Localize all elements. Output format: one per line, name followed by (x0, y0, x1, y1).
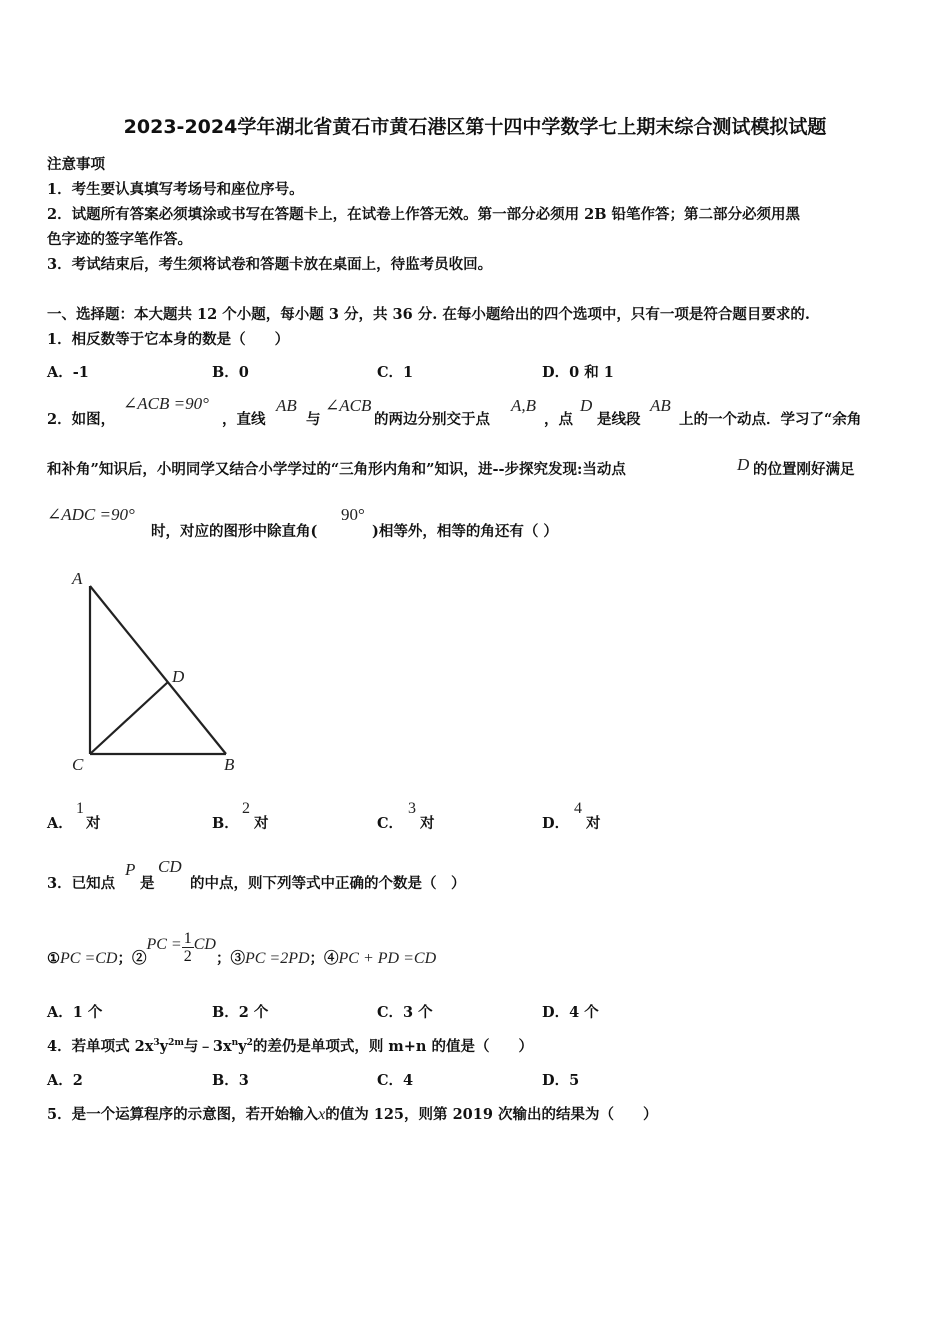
label-b: B (224, 755, 235, 774)
q1-option-d: D．0 和 1 (542, 364, 614, 381)
q3-expr-2-fraction (182, 930, 194, 965)
q3-text-1: 3．已知点 (47, 875, 116, 892)
q2-option-c-suffix: 对 (420, 815, 435, 832)
q3-expr-1-mark: ① (47, 950, 60, 967)
q3-expr-2-right: CD (193, 936, 216, 953)
notice-heading: 注意事项 (47, 156, 105, 173)
q2-option-a-num: 1 (76, 800, 84, 817)
notice-item-2: 2．试题所有答案必须填涂或书写在答题卡上，在试卷上作答无效。第一部分必须用 2B 铅笔作答；第二部分必须用黑 (47, 206, 801, 223)
label-c: C (72, 755, 84, 774)
q3-expr-4: PC + PD =CD (338, 950, 437, 967)
q4-text-3: 与﹣3x (183, 1038, 232, 1055)
q5-text-1: 5．是一个运算程序的示意图，若开始输入 (47, 1106, 319, 1123)
q3-sep-3: ；④ (309, 950, 339, 967)
q2-option-b-prefix: B． (212, 815, 239, 832)
q4-option-c: C．4 (377, 1072, 414, 1089)
q3-text-3: 的中点，则下列等式中正确的个数是（ ） (190, 875, 466, 892)
q2-option-c-num: 3 (408, 800, 416, 817)
q4-text-2: y (159, 1038, 169, 1055)
q3-expr-3: PC =2PD (244, 950, 310, 967)
section-heading: 一、选择题：本大题共 12 个小题，每小题 3 分，共 36 分. 在每小题给出的四个选项中，只有一项是符合题目要求的. (47, 306, 810, 323)
q2-line-3b: )相等外，相等的角还有（ ） (372, 523, 558, 540)
q3-option-d: D．4 个 (542, 1004, 599, 1021)
q3-option-c: C．3 个 (377, 1004, 433, 1021)
q2-text-6: 是线段 (597, 411, 641, 428)
q1-option-a: A．-1 (47, 364, 89, 381)
notice-item-2-cont: 色字迹的签字笔作答。 (47, 231, 192, 248)
q2-option-b-suffix: 对 (254, 815, 269, 832)
q2-math-ab-points: A,B (511, 396, 537, 415)
q4-text-4: y (238, 1038, 247, 1055)
q2-text-5: ，点 (544, 411, 573, 428)
q4-text-1: 4．若单项式 2x (47, 1038, 154, 1055)
q3-frac-den: 2 (183, 948, 192, 965)
q4-option-a: A．2 (47, 1072, 83, 1089)
q4-sup-2: 2m (168, 1038, 184, 1048)
notice-item-1: 1．考生要认真填写考场号和座位序号。 (47, 181, 304, 198)
q2-line-2b: 的位置刚好满足 (753, 461, 855, 478)
side-ab (90, 586, 226, 754)
q3-math-cd: CD (158, 857, 182, 876)
q4-text-5: 的差仍是单项式，则 m+n 的值是（ ） (252, 1038, 533, 1055)
triangle-figure (60, 562, 260, 782)
q2-math-adc: ∠ADC =90° (47, 505, 135, 524)
q5-stem (47, 1103, 657, 1124)
q2-math-ab: AB (276, 396, 297, 415)
q4-sup-4: 2 (246, 1038, 253, 1048)
q4-sup-1: 3 (153, 1038, 160, 1048)
q2-text-7: 上的一个动点．学习了“余角 (679, 411, 862, 428)
q1-option-b: B．0 (212, 364, 249, 381)
q3-math-p: P (125, 860, 136, 879)
q2-text-3: 与 (306, 411, 321, 428)
q4-stem (47, 1035, 533, 1056)
q2-option-d-num: 4 (574, 800, 582, 817)
q2-text-2: ，直线 (222, 411, 266, 428)
q5-text-2: 的值为 125，则第 2019 次输出的结果为（ ） (325, 1106, 658, 1123)
q2-option-d-prefix: D． (542, 815, 570, 832)
q3-expr-2-left: PC = (146, 936, 182, 953)
q2-line-3: 时，对应的图形中除直角( (151, 523, 318, 540)
question-1-stem: 1．相反数等于它本身的数是（ ） (47, 331, 290, 348)
q2-text-4: 的两边分别交于点 (374, 411, 490, 428)
q4-option-d: D．5 (542, 1072, 580, 1089)
q2-math-d-2: D (737, 455, 750, 474)
q3-sep-2: ；③ (215, 950, 245, 967)
q2-option-d-suffix: 对 (586, 815, 601, 832)
page-title: 2023-2024学年湖北省黄石市黄石港区第十四中学数学七上期末综合测试模拟试题 (123, 116, 827, 138)
label-a: A (72, 569, 83, 588)
notice-item-3: 3．考试结束后，考生须将试卷和答题卡放在桌面上，待监考员收回。 (47, 256, 493, 273)
q2-math-ab-3: AB (650, 396, 671, 415)
q1-option-c: C．1 (377, 364, 414, 381)
q2-math-d: D (580, 396, 593, 415)
q3-option-a: A．1 个 (47, 1004, 103, 1021)
q5-math-x: x (318, 1106, 326, 1123)
q2-math-acb: ∠ACB =90° (123, 394, 209, 413)
q3-text-2: 是 (140, 875, 155, 892)
q2-math-acb-2: ∠ACB (325, 396, 372, 415)
q4-option-b: B．3 (212, 1072, 249, 1089)
q2-math-90: 90° (341, 505, 365, 524)
q3-sep-1: ；② (117, 950, 147, 967)
q3-option-b: B．2 个 (212, 1004, 269, 1021)
q3-frac-num: 1 (183, 930, 192, 947)
label-d: D (172, 667, 185, 686)
q2-line-2: 和补角”知识后，小明同学又结合小学学过的“三角形内角和”知识，进--步探究发现:当动点 (47, 461, 626, 478)
q2-text-1: 2．如图， (47, 411, 116, 428)
q2-option-a-suffix: 对 (86, 815, 101, 832)
q4-sup-3: n (231, 1038, 239, 1048)
q3-expr-1: PC =CD (60, 950, 118, 967)
q2-option-b-num: 2 (242, 800, 250, 817)
q2-option-c-prefix: C． (377, 815, 404, 832)
segment-cd (90, 682, 168, 754)
q2-option-a-prefix: A． (47, 815, 73, 832)
q3-expressions (47, 930, 436, 968)
